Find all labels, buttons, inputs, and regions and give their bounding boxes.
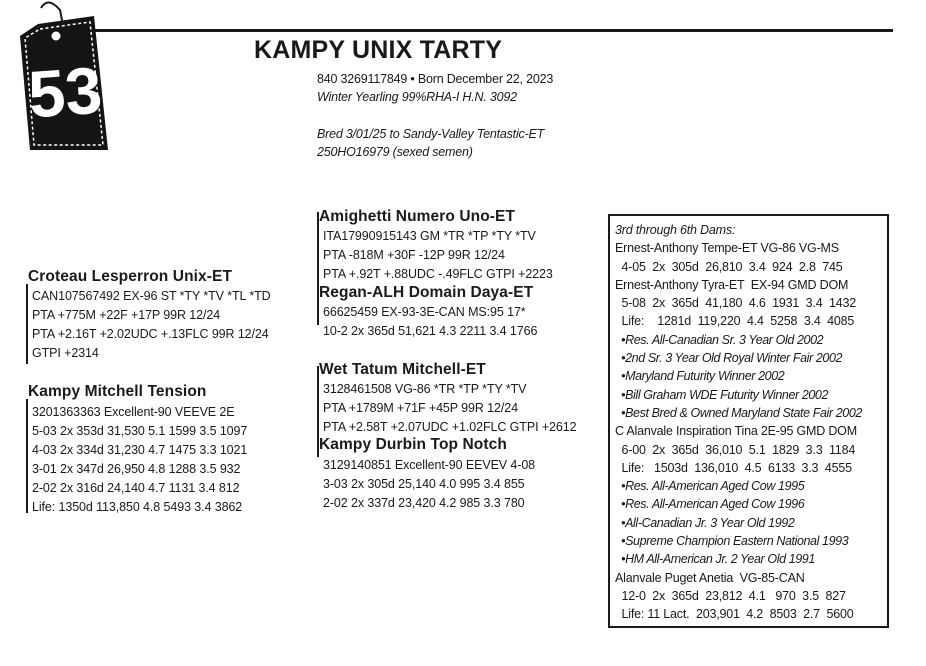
dams-header: 3rd through 6th Dams: [615,223,736,237]
dam-entry: Life: 1503d 136,010 4.5 6133 3.3 4555 [615,460,852,475]
animal-name: KAMPY UNIX TARTY [254,36,503,64]
sire-dam-line: 10-2 2x 365d 51,621 4.3 2211 3.4 1766 [323,324,538,338]
lot-number: 53 [25,52,105,132]
award-line: •Supreme Champion Eastern National 1993 [615,534,849,549]
dam-line: 4-03 2x 334d 31,230 4.7 1475 3.3 1021 [32,443,248,457]
sire-sire-line: ITA17990915143 GM *TR *TP *TY *TV [323,229,536,243]
sire-dam-line: 66625459 EX-93-3E-CAN MS:95 17* [323,305,526,319]
dam-sire-line: PTA +1789M +71F +45P 99R 12/24 [323,401,518,415]
dam-entry: 12-0 2x 365d 23,812 4.1 970 3.5 827 [615,588,846,603]
sire-side-bar [317,212,319,325]
dam-dam-name: Kampy Durbin Top Notch [319,436,507,453]
dam-line: 2-02 2x 316d 24,140 4.7 1131 3.4 812 [32,481,240,495]
award-line: •Bill Graham WDE Futurity Winner 2002 [615,387,829,402]
award-line: •Maryland Futurity Winner 2002 [615,369,785,384]
sire-line: GTPI +2314 [32,346,99,360]
dam-entry: Alanvale Puget Anetia VG-85-CAN [615,570,805,585]
award-line: •Res. All-American Aged Cow 1995 [615,479,805,494]
sire-name: Croteau Lesperron Unix-ET [28,268,233,285]
dam-dam-details [323,456,535,513]
dam-bar [26,399,28,513]
dam-name: Kampy Mitchell Tension [28,383,207,400]
extended-dams-list [615,221,862,624]
semen-line: 250HO16979 (sexed semen) [317,145,473,159]
award-line: •Best Bred & Owned Maryland State Fair 2002 [615,405,862,420]
sire-sire-line: PTA -818M +30F -12P 99R 12/24 [323,248,505,262]
award-line: •Res. All-Canadian Sr. 3 Year Old 2002 [615,332,824,347]
dam-line: 5-03 2x 353d 31,530 5.1 1599 3.5 1097 [32,424,248,438]
dam-line: Life: 1350d 113,850 4.8 5493 3.4 3862 [32,500,243,514]
sire-line: PTA +2.16T +2.02UDC +.13FLC 99R 12/24 [32,327,269,341]
sire-details [32,287,271,363]
dam-line: 3-01 2x 347d 26,950 4.8 1288 3.5 932 [32,462,241,476]
award-line: •All-Canadian Jr. 3 Year Old 1992 [615,515,795,530]
sire-dam-details [323,303,537,341]
dam-entry: 6-00 2x 365d 36,010 5.1 1829 3.3 1184 [615,442,856,457]
dam-details [32,403,247,517]
lot-tag [8,0,120,160]
dam-line: 3201363363 Excellent-90 VEEVE 2E [32,405,235,419]
dam-entry: 5-08 2x 365d 41,180 4.6 1931 3.4 1432 [615,296,856,311]
dam-entry: Life: 11 Lact. 203,901 4.2 8503 2.7 5600 [615,607,854,622]
dam-entry: C Alanvale Inspiration Tina 2E-95 GMD DOM [615,424,857,439]
dam-dam-line: 3129140851 Excellent-90 EEVEV 4-08 [323,458,536,472]
bred-line: Bred 3/01/25 to Sandy-Valley Tentastic-ET [317,127,545,141]
sire-line: CAN107567492 EX-96 ST *TY *TV *TL *TD [32,289,271,303]
sire-sire-name: Amighetti Numero Uno-ET [319,208,516,225]
dam-sire-name: Wet Tatum Mitchell-ET [319,361,486,378]
award-line: •Res. All-American Aged Cow 1996 [615,497,805,512]
sire-line: PTA +775M +22F +17P 99R 12/24 [32,308,221,322]
dam-sire-line: 3128461508 VG-86 *TR *TP *TY *TV [323,382,527,396]
dam-entry: Life: 1281d 119,220 4.4 5258 3.4 4085 [615,314,855,329]
dam-sire-line: PTA +2.58T +2.07UDC +1.02FLC GTPI +2612 [323,420,577,434]
dam-entry: Ernest-Anthony Tempe-ET VG-86 VG-MS [615,241,839,256]
sire-sire-line: PTA +.92T +.88UDC -.49FLC GTPI +2223 [323,267,553,281]
registration-line: 840 3269117849 • Born December 22, 2023 [317,72,554,86]
award-line: •2nd Sr. 3 Year Old Royal Winter Fair 2002 [615,351,843,366]
dam-dam-line: 3-03 2x 305d 25,140 4.0 995 3.4 855 [323,477,525,491]
sire-sire-details [323,227,553,284]
sire-dam-name: Regan-ALH Domain Daya-ET [319,284,534,301]
dam-dam-line: 2-02 2x 337d 23,420 4.2 985 3.3 780 [323,496,525,510]
class-line: Winter Yearling 99%RHA-I H.N. 3092 [317,90,517,104]
dam-entry: 4-05 2x 305d 26,810 3.4 924 2.8 745 [615,259,843,274]
top-rule [70,29,893,32]
dam-sire-details [323,380,576,437]
dam-entry: Ernest-Anthony Tyra-ET EX-94 GMD DOM [615,277,849,292]
tag-hole [52,32,61,41]
award-line: •HM All-American Jr. 2 Year Old 1991 [615,552,815,567]
sire-bar [26,284,28,364]
